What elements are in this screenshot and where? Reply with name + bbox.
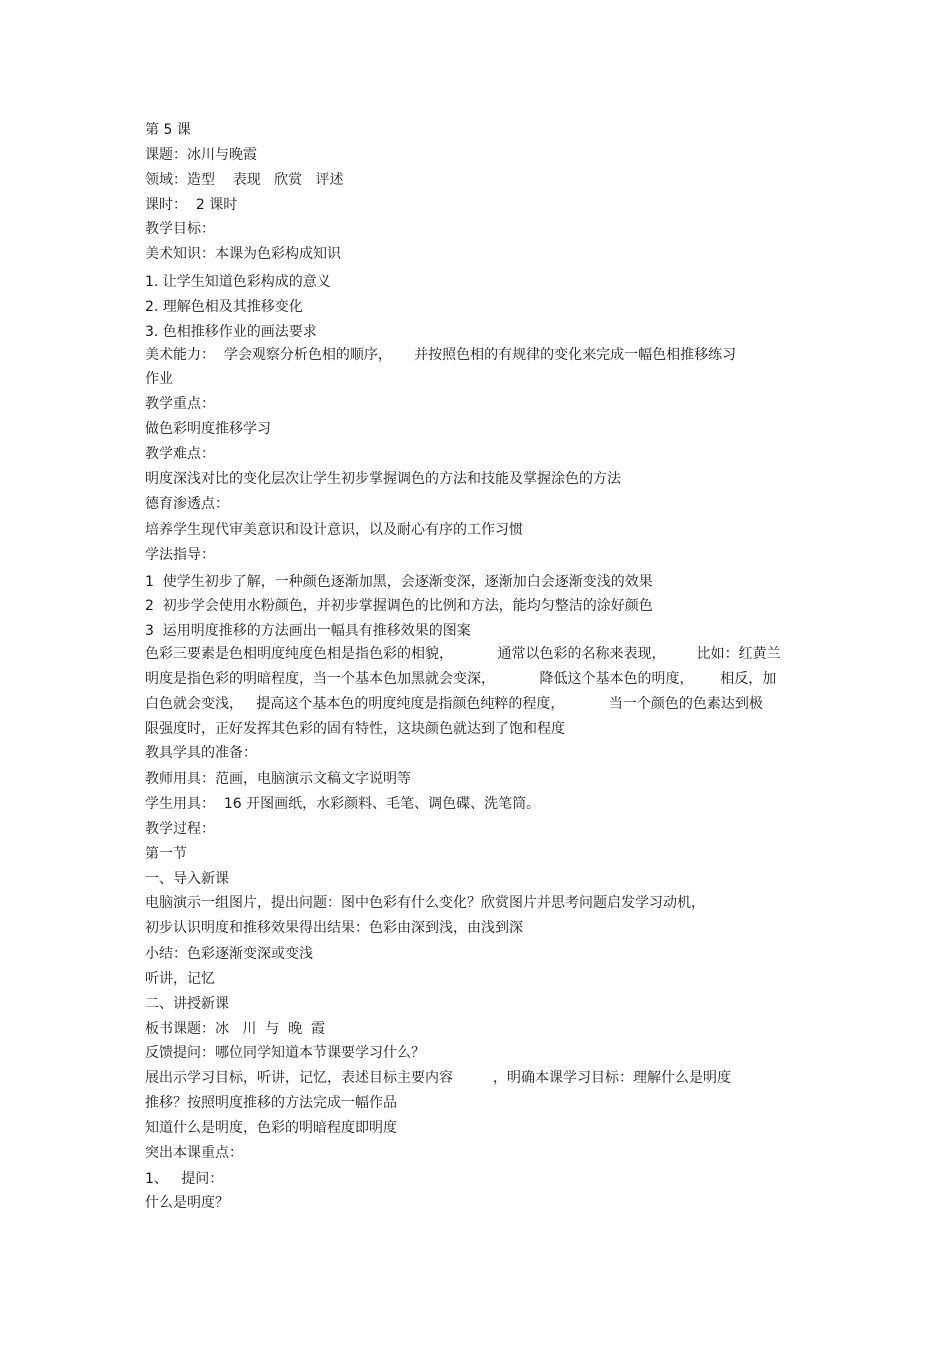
list-item: 2. 理解色相及其推移变化 — [145, 299, 303, 315]
text-line: 知道什么是明度，色彩的明暗程度即明度 — [145, 1120, 397, 1136]
lesson-domain: 领域：造型 表现 欣赏 评述 — [145, 172, 344, 188]
list-item: 3. 色相推移作业的画法要求 — [145, 324, 317, 340]
section-heading: 第一节 — [145, 846, 187, 862]
text-line: 美术知识：本课为色彩构成知识 — [145, 246, 341, 262]
section-heading: 二、讲授新课 — [145, 996, 229, 1012]
section-heading: 一、导入新课 — [145, 871, 229, 887]
paragraph-line: 色彩三要素是色相明度纯度色相是指色彩的相貌， 通常以色彩的名称来表现， 比如：红黄兰 — [145, 646, 781, 662]
text-line: 学生用具： 16 开图画纸，水彩颜料、毛笔、调色碟、洗笔筒。 — [145, 796, 541, 812]
text-line: 美术能力： 学会观察分析色相的顺序， 并按照色相的有规律的变化来完成一幅色相推移练习 — [145, 347, 737, 363]
lesson-number: 第 5 课 — [145, 122, 191, 138]
text-line: 小结：色彩逐渐变深或变浅 — [145, 946, 313, 962]
text-line: 展出示学习目标，听讲，记忆，表述目标主要内容 ，明确本课学习目标：理解什么是明度 — [145, 1070, 732, 1086]
text-line: 什么是明度？ — [145, 1195, 229, 1211]
list-item: 2 初步学会使用水粉颜色，并初步掌握调色的比例和方法，能均匀整洁的涂好颜色 — [145, 598, 653, 614]
text-line: 听讲，记忆 — [145, 971, 215, 987]
section-heading: 德育渗透点： — [145, 496, 229, 512]
text-line: 做色彩明度推移学习 — [145, 421, 271, 437]
list-item: 1、 提问： — [145, 1171, 224, 1187]
text-line: 教师用具：范画，电脑演示文稿文字说明等 — [145, 771, 411, 787]
text-line: 初步认识明度和推移效果得出结果：色彩由深到浅，由浅到深 — [145, 920, 523, 936]
paragraph-line: 白色就会变浅， 提高这个基本色的明度纯度是指颜色纯粹的程度， 当一个颜色的色素达到极 — [145, 696, 763, 712]
text-line: 明度深浅对比的变化层次让学生初步掌握调色的方法和技能及掌握涂色的方法 — [145, 471, 621, 487]
paragraph-line: 限强度时，正好发挥其色彩的固有特性，这块颜色就达到了饱和程度 — [145, 721, 565, 737]
section-heading: 教学目标： — [145, 221, 215, 237]
section-heading: 教学难点： — [145, 446, 215, 462]
section-heading: 突出本课重点： — [145, 1145, 243, 1161]
section-heading: 教学过程： — [145, 821, 215, 837]
section-heading: 教学重点： — [145, 396, 215, 412]
lesson-hours: 课时： 2 课时 — [145, 197, 238, 213]
paragraph-line: 明度是指色彩的明暗程度，当一个基本色加黑就会变深， 降低这个基本色的明度， 相反，加 — [145, 671, 777, 687]
lesson-topic: 课题：冰川与晚霞 — [145, 147, 257, 163]
section-heading: 学法指导： — [145, 547, 215, 563]
text-line: 反馈提问：哪位同学知道本节课要学习什么？ — [145, 1045, 425, 1061]
section-heading: 教具学具的准备： — [145, 745, 257, 761]
text-line: 作业 — [145, 371, 173, 387]
list-item: 1 使学生初步了解，一种颜色逐渐加黑，会逐渐变深，逐渐加白会逐渐变浅的效果 — [145, 574, 653, 590]
list-item: 3 运用明度推移的方法画出一幅具有推移效果的图案 — [145, 623, 471, 639]
text-line: 板书课题：冰 川 与 晚 霞 — [145, 1021, 326, 1037]
list-item: 1. 让学生知道色彩构成的意义 — [145, 274, 331, 290]
text-line: 培养学生现代审美意识和设计意识，以及耐心有序的工作习惯 — [145, 522, 523, 538]
text-line: 电脑演示一组图片，提出问题：图中色彩有什么变化？欣赏图片并思考问题启发学习动机， — [145, 895, 705, 911]
text-line: 推移？按照明度推移的方法完成一幅作品 — [145, 1095, 397, 1111]
